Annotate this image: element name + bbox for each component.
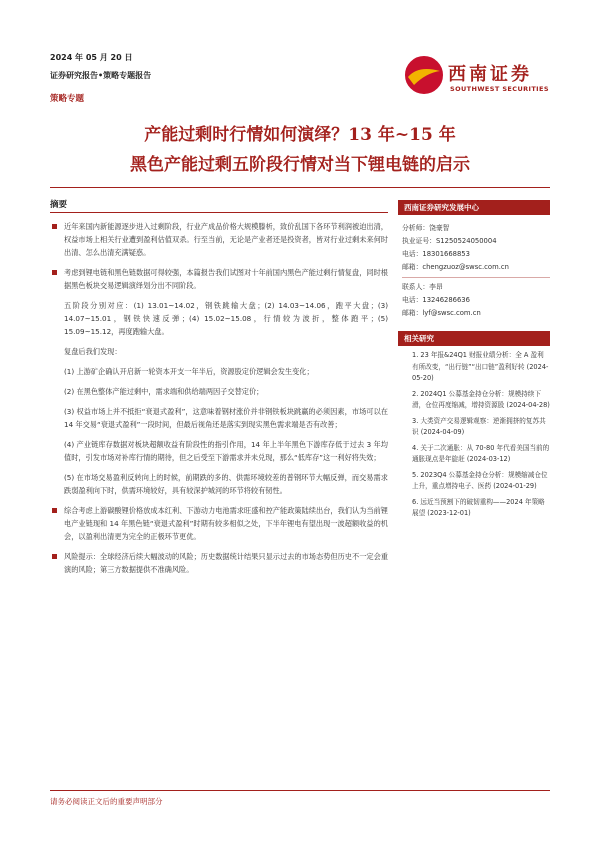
logo-text-en: SOUTHWEST SECURITIES bbox=[450, 85, 549, 93]
abstract-paragraph: (5) 在市场交易盈利反转向上的时候，前期跌的多的、供需环境较差的普钢环节大幅反弹，而交易需求跌弱盈利向下时，供需环境较好，具有较深护城河的环节将较有韧性。 bbox=[64, 473, 388, 495]
abstract-paragraph: 近年来国内新能源逐步进入过剩阶段，行业产成品价格大规模滕析，致价乱国下各环节利润被迫出清，权益市场上相关行业遭到盈利估值双杀。行至当前，无论是产业者还是投资者，皆对行业过剩未来何时出清、怎么出清充满疑惑。 bbox=[50, 220, 388, 259]
abstract-paragraph: 综合考虑上游碳酸锂价格放成本红利、下游动力电池需求旺盛和控产能政策陆续出台，我们认为当前锂电产业链现和 14 年黑色链“衰退式盈利”时期有较多相似之处，下半年锂电有望出现一波超额收益的机会，以盈利出清更为完全的正极环节更优。 bbox=[50, 504, 388, 543]
abstract-heading: 摘要 bbox=[50, 200, 68, 210]
logo-text-cn: 西南证券 bbox=[448, 64, 532, 85]
report-type: 证券研究报告•策略专题报告 bbox=[50, 71, 152, 80]
contact-name: 联系人：李昂 bbox=[402, 283, 443, 291]
contact-email[interactable]: 邮箱：lyf@swsc.com.cn bbox=[402, 309, 481, 317]
title-line-2: 黑色产能过剩五阶段行情对当下锂电链的启示 bbox=[130, 155, 470, 175]
analyst-phone: 电话：18301668853 bbox=[402, 250, 470, 258]
title-line-1: 产能过剩时行情如何演绎？13 年~15 年 bbox=[144, 125, 456, 145]
related-research-item[interactable]: 3. 大类资产交易逻辑观察：逆渐拥挤的复苏共识 (2024-04-09) bbox=[412, 416, 546, 436]
contact-block bbox=[402, 222, 550, 320]
analyst-name: 分析师：饶豪智 bbox=[402, 224, 450, 232]
license-number: 执业证号：S1250524050004 bbox=[402, 237, 497, 245]
abstract-paragraph: (4) 产业链库存数据对板块超额收益有阶段性的指引作用，14 年上半年黑色下游库存低于过去 3 年均值时，引发市场对补库行情的期待，但之后受至下游需求并未兑现，那么“低库存”这一利好将失效； bbox=[64, 440, 388, 462]
related-research-item[interactable]: 5. 2023Q4 公募基金持仓分析：规模缩减仓位上升，重点增持电子、医药 (2024-01-29) bbox=[412, 470, 548, 490]
footer-disclaimer: 请务必阅读正文后的重要声明部分 bbox=[50, 797, 163, 806]
related-research-item[interactable]: 6. 远近当预割下的破韧重构——2024 年策略展望 (2023-12-01) bbox=[412, 497, 545, 517]
related-research-item[interactable]: 2. 2024Q1 公募基金持仓分析：规模持续下滑，仓位再度缩减，增持资源股 (2024-04-28) bbox=[412, 389, 550, 409]
related-research-list bbox=[402, 350, 550, 524]
risk-warning: 风险提示：全球经济后续大幅波动的风险；历史数据统计结果只显示过去的市场态势但历史不一定会重演的风险；第三方数据提供不准确风险。 bbox=[50, 550, 388, 576]
abstract-paragraph: (1) 上游矿企确认开启新一轮资本开支一年半后，资源股定价逻辑会发生变化； bbox=[64, 367, 314, 376]
analyst-email[interactable]: 邮箱：chengzuoz@swsc.com.cn bbox=[402, 263, 509, 271]
contact-phone: 电话：13246286636 bbox=[402, 296, 470, 304]
top-divider bbox=[50, 187, 550, 188]
abstract-body bbox=[50, 220, 388, 583]
report-category: 策略专题 bbox=[50, 94, 85, 104]
related-research-item[interactable]: 4. 关于二次通胀：从 70-80 年代看美国当前的通胀现点是年旋赶 (2024-03-12) bbox=[412, 443, 550, 463]
abstract-divider bbox=[50, 212, 388, 213]
abstract-paragraph: (2) 在黑色整体产能过剩中，需求端和供给端两因子交替定价； bbox=[64, 387, 264, 396]
research-center-heading: 西南证券研究发展中心 bbox=[398, 200, 550, 215]
abstract-paragraph: 考虑到锂电链和黑色链数据可得较强，本篇报告我们试图对十年前国内黑色产能过剩行情复盘，同时根据黑色板块交易逻辑演绎划分出不同阶段。 bbox=[50, 266, 388, 292]
bottom-divider bbox=[50, 790, 550, 791]
contact-divider bbox=[402, 277, 550, 278]
related-research-item[interactable]: 1. 23 年报&24Q1 财报业绩分析：全 A 盈利有所改变，“出行链”“出口链”盈利好转 (2024-05-20) bbox=[412, 351, 549, 382]
company-logo bbox=[402, 52, 562, 98]
abstract-paragraph: (3) 权益市场上并不抵拒“衰退式盈利”，这意味着钢材涨价并非钢铁板块跳赢的必须因素，市场可以在 14 年交易“衰退式盈利”一段时间，但最后视角还是落实到现实黑色需求端是否有改善； bbox=[64, 407, 388, 429]
report-date: 2024 年 05 月 20 日 bbox=[50, 53, 133, 62]
logo-emblem-icon bbox=[404, 55, 444, 95]
related-research-heading: 相关研究 bbox=[398, 331, 550, 346]
abstract-paragraph: 五阶段分别对应：(1) 13.01~14.02，钢铁跳输大盘；(2) 14.03~14.06，跑平大盘；(3) 14.07~15.01，钢铁快速反弹；(4) 15.02~15.08，行情较为波折，整体跑平；(5) 15.09~15.12，再度跑输大盘。 bbox=[64, 301, 388, 336]
abstract-paragraph: 复盘后我们发现： bbox=[64, 347, 122, 356]
